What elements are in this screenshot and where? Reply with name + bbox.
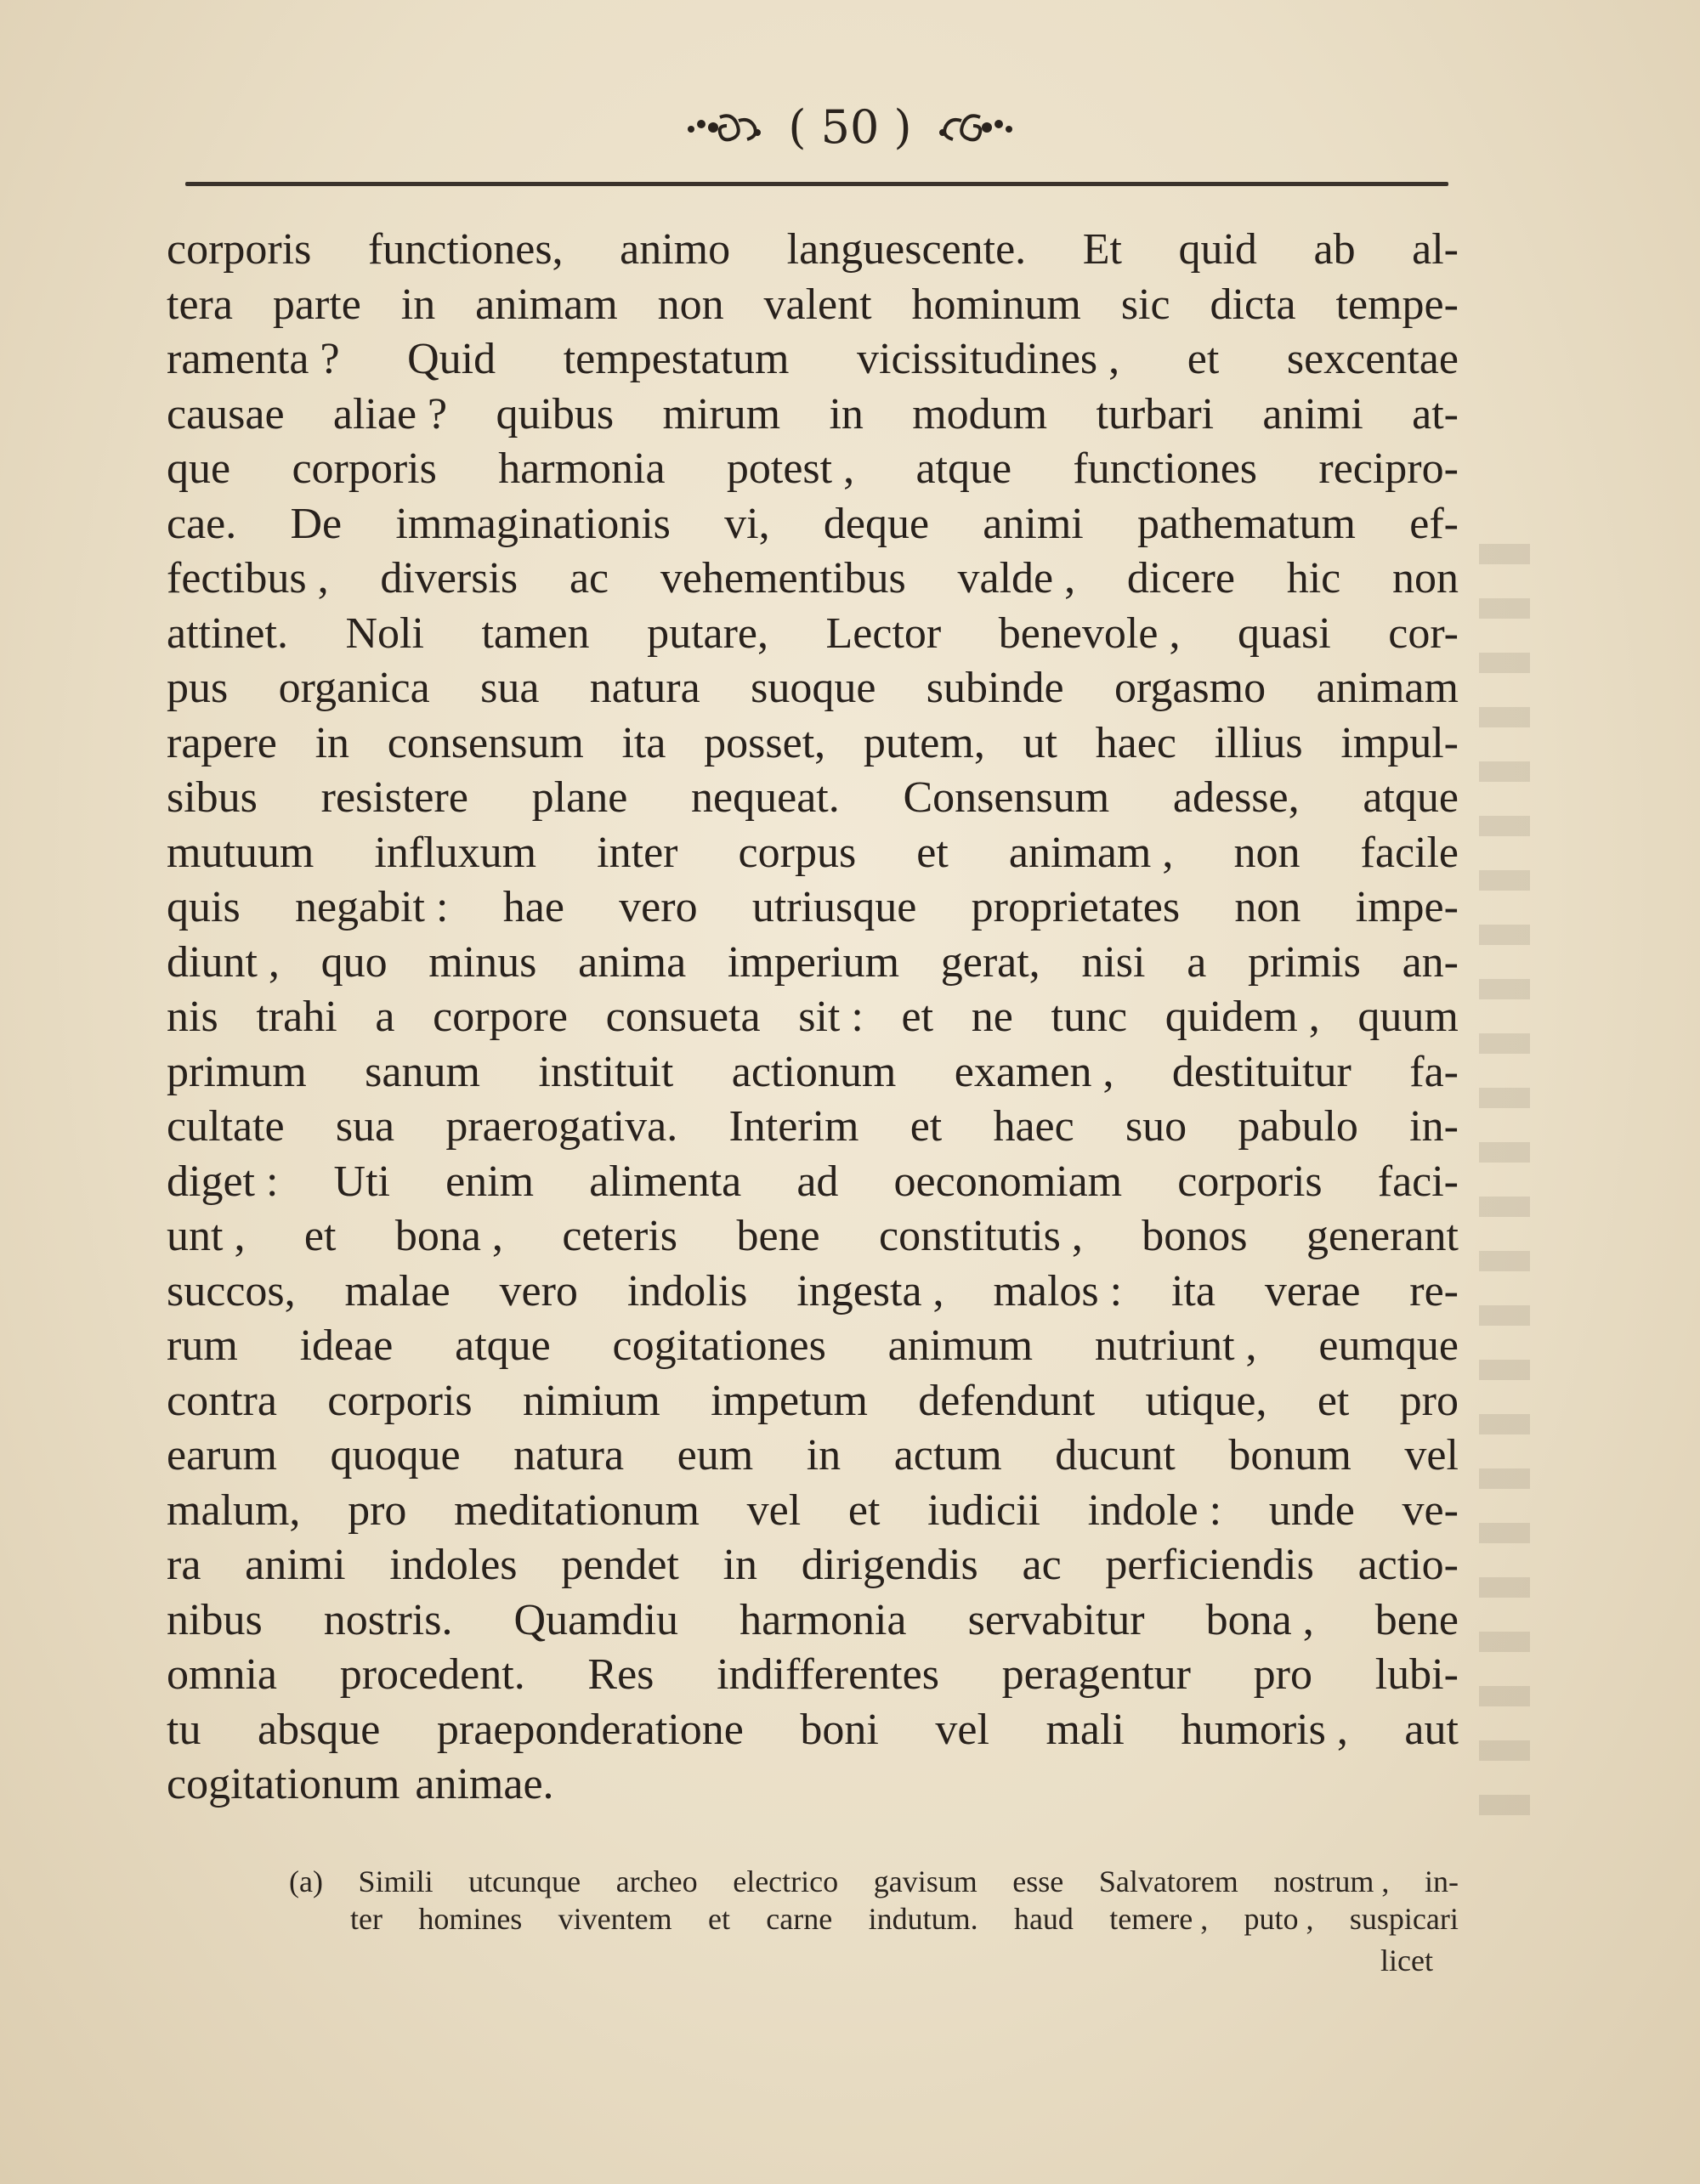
word: deque [823, 499, 930, 548]
word: ac [1022, 1541, 1062, 1589]
word: cogitationes [612, 1321, 826, 1370]
text-line [167, 1045, 1459, 1100]
word: adesse, [1172, 773, 1300, 822]
word: facile [1360, 828, 1459, 877]
word: re- [1409, 1266, 1459, 1315]
word: suo [1125, 1102, 1187, 1151]
word: valde , [957, 554, 1076, 603]
word: cultate [167, 1102, 285, 1151]
word: potest , [726, 444, 855, 493]
word: non [1233, 828, 1300, 877]
word: ita [621, 718, 666, 767]
word: putem, [863, 718, 985, 767]
word: perficiendis [1105, 1541, 1314, 1589]
text-line [167, 661, 1459, 716]
text-line [167, 1429, 1459, 1484]
word: ra [167, 1541, 201, 1589]
text-line [167, 552, 1459, 607]
word: natura [589, 664, 700, 712]
word: fa- [1409, 1047, 1459, 1096]
word: animi [1262, 389, 1363, 438]
word: tempestatum [563, 335, 790, 383]
text-line [167, 497, 1459, 552]
word: verae [1264, 1266, 1361, 1315]
text-line [167, 1319, 1459, 1374]
word: rapere [167, 718, 277, 767]
word: ef- [1409, 499, 1459, 548]
word: putare, [647, 608, 768, 658]
word: peragentur [1001, 1650, 1191, 1699]
word: indifferentes [717, 1650, 939, 1699]
word: diunt , [167, 937, 280, 987]
word: turbari [1096, 389, 1215, 438]
footnote-word: esse [1012, 1864, 1064, 1898]
word: hominum [911, 280, 1081, 329]
word: et [847, 1485, 881, 1535]
text-line [167, 607, 1459, 662]
footnote-word: indutum. [868, 1902, 978, 1936]
footnote-word: gavisum [873, 1864, 978, 1898]
word: a [1187, 937, 1207, 987]
word: absque [257, 1705, 381, 1754]
word: diversis [380, 554, 518, 603]
footnote-word: (a) [289, 1864, 323, 1898]
word: sit : [798, 993, 864, 1041]
word: utique, [1145, 1376, 1267, 1425]
word: suoque [751, 664, 876, 712]
text-line [167, 1757, 1459, 1813]
word: pro [348, 1485, 407, 1535]
main-text [167, 223, 1459, 1813]
text-line [167, 442, 1459, 497]
word: nequeat. [691, 773, 840, 822]
word: consensum [387, 718, 584, 767]
word: mirum [662, 389, 781, 438]
word: sexcentae [1286, 335, 1459, 383]
catchword: licet [1380, 1944, 1433, 1977]
word: animae. [415, 1760, 554, 1808]
text-line [167, 1155, 1459, 1210]
footnote-word: temere , [1109, 1902, 1209, 1936]
word: pabulo [1238, 1102, 1358, 1151]
word: Et [1082, 225, 1122, 274]
word: destituitur [1171, 1047, 1352, 1096]
footnote-word: in- [1424, 1864, 1459, 1898]
word: iudicii [927, 1485, 1040, 1535]
word: dicta [1210, 280, 1296, 329]
word: parte [272, 280, 361, 329]
word: constitutis , [879, 1212, 1083, 1260]
word: Consensum [903, 773, 1110, 822]
footnote-word: suspicari [1349, 1902, 1459, 1936]
word: sua [480, 664, 540, 712]
word: gerat, [940, 937, 1040, 987]
word: mutuum [167, 828, 314, 877]
word: atque [1363, 773, 1459, 822]
word: Uti [333, 1157, 390, 1206]
word: tera [167, 280, 233, 329]
word: primis [1247, 937, 1361, 987]
word: languescente. [786, 225, 1027, 274]
word: in [806, 1431, 842, 1480]
text-line [167, 388, 1459, 443]
word: aliae ? [332, 389, 448, 438]
word: corporis [167, 225, 312, 274]
word: a [375, 993, 395, 1041]
word: tamen [481, 608, 590, 658]
word: quum [1357, 993, 1459, 1041]
word: resistere [320, 773, 468, 822]
word: Interim [728, 1102, 859, 1151]
footnote-word: nostrum , [1273, 1864, 1390, 1898]
word: animam [1316, 664, 1459, 712]
word: cor- [1388, 608, 1459, 658]
word: trahi [256, 993, 337, 1041]
word: animum [887, 1321, 1034, 1370]
word: bona , [1205, 1595, 1314, 1644]
word: primum [167, 1047, 307, 1096]
text-line [167, 1374, 1459, 1429]
word: utriusque [751, 883, 917, 931]
page-header [0, 100, 1700, 154]
word: attinet. [167, 608, 288, 658]
word: quidem , [1164, 993, 1320, 1041]
word: ceteris [562, 1212, 678, 1260]
word: influxum [374, 828, 537, 877]
text-line [167, 771, 1459, 826]
word: inter [597, 828, 678, 877]
word: Lector [825, 608, 942, 658]
word: aut [1404, 1705, 1459, 1754]
word: tu [167, 1705, 201, 1754]
footnote-word: et [707, 1902, 730, 1936]
word: atque [915, 444, 1012, 493]
word: vel [1404, 1431, 1459, 1480]
word: corpore [433, 993, 568, 1041]
word: negabit : [294, 883, 449, 931]
word: in [722, 1541, 758, 1589]
word: vel [746, 1485, 802, 1535]
word: quis [167, 883, 241, 931]
word: malum, [167, 1485, 301, 1535]
word: posset, [704, 718, 826, 767]
word: quo [320, 937, 388, 987]
word: alimenta [589, 1157, 742, 1206]
word: hic [1286, 554, 1341, 603]
word: eum [677, 1431, 754, 1480]
word: in- [1409, 1102, 1459, 1151]
footnote-line [289, 1900, 1459, 1938]
word: boni [800, 1705, 879, 1754]
word: corporis [292, 444, 437, 493]
word: impetum [711, 1376, 868, 1425]
footnote-word: Salvatorem [1098, 1864, 1238, 1898]
word: bona , [394, 1212, 503, 1260]
footnote [289, 1863, 1459, 1938]
word: ita [1170, 1266, 1216, 1315]
word: vi, [724, 499, 770, 548]
word: dirigendis [801, 1541, 978, 1589]
word: functiones [1073, 444, 1258, 493]
word: non [1392, 554, 1459, 603]
word: pus [167, 664, 229, 712]
word: pro [1399, 1376, 1459, 1425]
text-line [167, 716, 1459, 772]
word: actionum [731, 1047, 897, 1096]
word: impe- [1355, 883, 1459, 931]
word: nutriunt , [1094, 1321, 1257, 1370]
text-line [167, 1648, 1459, 1703]
word: recipro- [1318, 444, 1459, 493]
text-line [167, 1209, 1459, 1265]
word: corpus [738, 828, 857, 877]
word: illius [1214, 718, 1303, 767]
word: quid [1178, 225, 1257, 274]
word: praeponderatione [436, 1705, 744, 1754]
footnote-word: puto , [1244, 1902, 1314, 1936]
text-line [167, 990, 1459, 1045]
word: Res [587, 1650, 654, 1699]
word: praerogativa. [445, 1102, 678, 1151]
word: imperium [727, 937, 900, 987]
word: dicere [1126, 554, 1235, 603]
footnote-word: archeo [615, 1864, 698, 1898]
text-line [167, 278, 1459, 333]
text-line [167, 1265, 1459, 1320]
text-line [167, 936, 1459, 991]
word: et [901, 993, 934, 1041]
word: atque [455, 1321, 551, 1370]
word: Noli [345, 608, 424, 658]
word: bonos [1142, 1212, 1248, 1260]
word: in [400, 280, 436, 329]
word: non [657, 280, 724, 329]
word: animam , [1008, 828, 1174, 877]
word: nimium [522, 1376, 660, 1425]
footnote-line [289, 1863, 1459, 1900]
word: et [916, 828, 949, 877]
word: al- [1412, 225, 1459, 274]
word: mali [1046, 1705, 1125, 1754]
word: haec [1095, 718, 1176, 767]
word: oeconomiam [893, 1157, 1123, 1206]
word: ne [971, 993, 1013, 1041]
word: cogitationum [167, 1760, 400, 1808]
word: vero [499, 1266, 578, 1315]
word: nisi [1081, 937, 1146, 987]
word: vehementibus [660, 554, 906, 603]
word: sic [1120, 280, 1170, 329]
word: humoris , [1181, 1705, 1348, 1754]
word: indole : [1087, 1485, 1222, 1535]
word: et [910, 1102, 943, 1151]
word: tempe- [1335, 280, 1459, 329]
word: De [290, 499, 343, 548]
word: actio- [1357, 1541, 1459, 1589]
text-line [167, 1593, 1459, 1649]
word: earum [167, 1431, 277, 1480]
word: instituit [538, 1047, 674, 1096]
word: actum [893, 1431, 1002, 1480]
word: fectibus , [167, 554, 329, 603]
word: causae [167, 389, 285, 438]
word: in [314, 718, 350, 767]
word: nibus [167, 1595, 263, 1644]
word: pendet [561, 1541, 679, 1589]
word: natura [513, 1431, 625, 1480]
page-number: ( 50 ) [788, 100, 912, 154]
word: tunc [1051, 993, 1128, 1041]
fleuron-ornament-left-icon [683, 109, 764, 146]
word: indolis [626, 1266, 748, 1315]
word: proprietates [971, 883, 1181, 931]
word: lubi- [1374, 1650, 1459, 1699]
text-line [167, 1484, 1459, 1539]
word: diget : [167, 1157, 279, 1206]
footnote-word: viventem [558, 1902, 672, 1936]
word: que [167, 444, 231, 493]
word: et [303, 1212, 337, 1260]
word: sua [335, 1102, 395, 1151]
word: malae [344, 1266, 450, 1315]
word: vel [935, 1705, 989, 1754]
word: omnia [167, 1650, 277, 1699]
word: at- [1412, 389, 1459, 438]
footnote-word: electrico [733, 1864, 839, 1898]
word: immaginationis [395, 499, 671, 548]
word: bonum [1228, 1431, 1352, 1480]
text-line [167, 332, 1459, 388]
footnote-word: haud [1013, 1902, 1074, 1936]
word: harmonia [740, 1595, 907, 1644]
word: procedent. [339, 1650, 525, 1699]
word: rum [167, 1321, 238, 1370]
word: malos : [993, 1266, 1123, 1315]
word: an- [1402, 937, 1459, 987]
word: cae. [167, 499, 237, 548]
word: ac [569, 554, 609, 603]
word: subinde [926, 664, 1064, 712]
word: eumque [1318, 1321, 1459, 1370]
word: animam [475, 280, 618, 329]
word: modum [912, 389, 1048, 438]
word: animo [620, 225, 731, 274]
word: haec [993, 1102, 1074, 1151]
word: quibus [496, 389, 615, 438]
word: succos, [167, 1266, 296, 1315]
fleuron-ornament-right-icon [936, 109, 1017, 146]
text-line [167, 826, 1459, 881]
word: servabitur [967, 1595, 1145, 1644]
word: harmonia [498, 444, 666, 493]
word: bene [736, 1212, 820, 1260]
word: et [1317, 1376, 1350, 1425]
word: meditationum [454, 1485, 700, 1535]
word: Quamdiu [513, 1595, 679, 1644]
text-line [167, 1538, 1459, 1593]
footnote-word: ter [350, 1902, 382, 1936]
text-line [167, 1703, 1459, 1758]
word: in [829, 389, 864, 438]
word: quasi [1237, 608, 1331, 658]
word: non [1234, 883, 1301, 931]
word: Quid [407, 335, 496, 383]
word: organica [278, 664, 430, 712]
word: examen , [954, 1047, 1114, 1096]
show-through-shadow [1479, 544, 1530, 1819]
word: sanum [365, 1047, 480, 1096]
word: ut [1023, 718, 1057, 767]
text-line [167, 880, 1459, 936]
word: enim [445, 1157, 535, 1206]
word: contra [167, 1376, 277, 1425]
word: benevole , [998, 608, 1181, 658]
word: hae [502, 883, 564, 931]
word: generant [1306, 1212, 1459, 1260]
word: quoque [330, 1431, 461, 1480]
word: faci- [1377, 1157, 1459, 1206]
word: functiones, [367, 225, 564, 274]
word: bene [1374, 1595, 1459, 1644]
word: indoles [389, 1541, 518, 1589]
word: animi [983, 499, 1084, 548]
word: defendunt [918, 1376, 1096, 1425]
word: impul- [1340, 718, 1459, 767]
word: minus [428, 937, 537, 987]
word: vero [619, 883, 698, 931]
text-line [167, 1100, 1459, 1155]
word: ab [1313, 225, 1356, 274]
word: corporis [1177, 1157, 1323, 1206]
word: ve- [1402, 1485, 1459, 1535]
word: pro [1253, 1650, 1312, 1699]
word: pathematum [1136, 499, 1356, 548]
word: ducunt [1055, 1431, 1176, 1480]
word: consueta [605, 993, 761, 1041]
word: corporis [327, 1376, 473, 1425]
word: valent [763, 280, 872, 329]
header-rule [185, 182, 1448, 186]
footnote-word: carne [766, 1902, 833, 1936]
word: ramenta ? [167, 335, 340, 383]
word: nis [167, 993, 218, 1041]
word: plane [531, 773, 628, 822]
footnote-word: utcunque [468, 1864, 581, 1898]
word: orgasmo [1114, 664, 1266, 712]
word: sibus [167, 773, 258, 822]
footnote-word: Simili [358, 1864, 434, 1898]
word: unt , [167, 1212, 246, 1260]
footnote-word: homines [418, 1902, 523, 1936]
word: unde [1268, 1485, 1355, 1535]
word: ideae [299, 1321, 394, 1370]
word: ingesta , [796, 1266, 944, 1315]
word: nostris. [323, 1595, 453, 1644]
word: ad [796, 1157, 839, 1206]
text-line [167, 223, 1459, 278]
word: et [1187, 335, 1220, 383]
word: anima [578, 937, 687, 987]
word: vicissitudines , [857, 335, 1120, 383]
word: animi [245, 1541, 346, 1589]
